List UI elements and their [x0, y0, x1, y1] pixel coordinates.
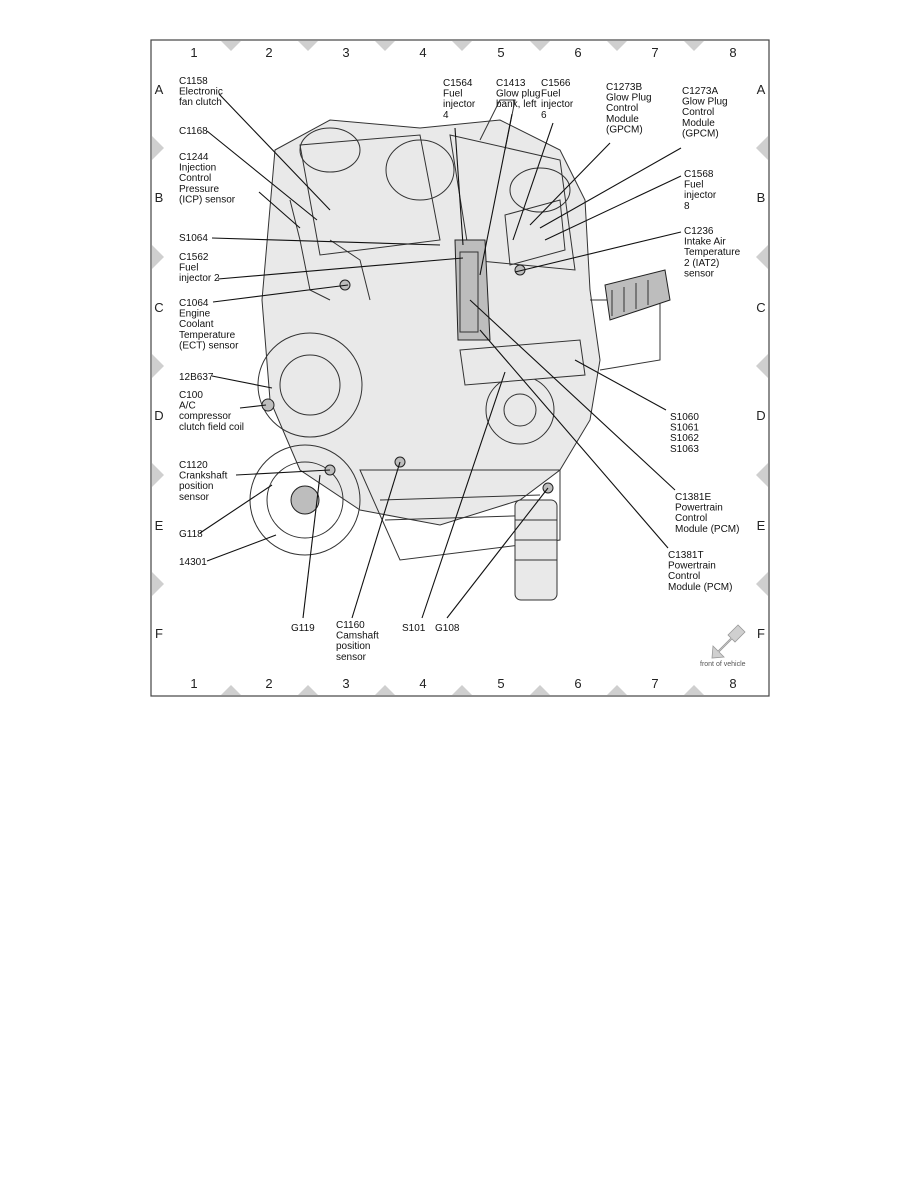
callout-line: sensor	[684, 268, 715, 280]
callout-line: C1158	[179, 76, 208, 87]
callout-line: C1273A	[682, 86, 719, 97]
callout-line: G108	[435, 623, 460, 634]
callout-line: Fuel	[179, 262, 199, 274]
callout-line: 2 (IAT2)	[684, 257, 720, 269]
callout-line: Powertrain	[675, 502, 723, 514]
callout-line: injector	[541, 99, 574, 111]
callout-line: Fuel	[443, 88, 463, 100]
callout-line: (GPCM)	[606, 124, 643, 136]
callout-line: Module (PCM)	[668, 581, 733, 593]
callout-line: (GPCM)	[682, 128, 719, 140]
callout-line: injector 2	[179, 273, 220, 285]
callout-line: Control	[179, 173, 212, 185]
callout-line: 4	[443, 109, 449, 121]
grid-row-left-D: D	[154, 408, 164, 423]
callout-line: G118	[179, 529, 203, 540]
callout-line: C1564	[443, 78, 473, 89]
grid-row-left-B: B	[154, 190, 164, 205]
callout-line: Electronic	[179, 86, 223, 98]
callout-line: clutch field coil	[179, 421, 245, 433]
callout-line: S1060	[670, 412, 699, 423]
callout-line: Pressure	[179, 183, 220, 195]
callout-line: Crankshaft	[179, 470, 228, 482]
callout-s1060	[670, 412, 699, 455]
grid-column-bottom-8: 8	[729, 676, 737, 691]
callout-line: 12B637	[179, 372, 214, 383]
callout-line: S1062	[670, 433, 699, 445]
callout-line: C1168	[179, 126, 208, 137]
callout-line: 8	[684, 200, 690, 212]
callout-line: Temperature	[179, 329, 236, 341]
callout-line: position	[336, 641, 371, 653]
callout-line: Glow Plug	[682, 96, 728, 108]
callout-line: Glow plug	[496, 88, 541, 100]
callout-line: Glow Plug	[606, 92, 652, 104]
grid-column-bottom-5: 5	[497, 676, 505, 691]
callout-line: Injection	[179, 162, 217, 174]
callout-line: C1064	[179, 298, 209, 309]
callout-line: S1063	[670, 443, 699, 455]
callout-s101	[402, 623, 426, 634]
callout-line: S1064	[179, 233, 208, 244]
grid-row-right-B: B	[756, 190, 766, 205]
callout-line: Engine	[179, 308, 211, 320]
callout-line: 14301	[179, 557, 207, 568]
grid-row-right-C: C	[756, 300, 766, 315]
grid-row-left-A: A	[154, 82, 164, 97]
callout-line: S101	[402, 623, 426, 634]
grid-column-bottom-2: 2	[265, 676, 273, 691]
callout-line: C1413	[496, 78, 526, 89]
callout-line: C1244	[179, 152, 209, 163]
callout-s1064	[179, 233, 208, 244]
callout-line: bank, left	[496, 99, 537, 111]
callout-line: (ICP) sensor	[179, 194, 236, 206]
callout-line: G119	[291, 623, 315, 634]
grid-column-bottom-7: 7	[651, 676, 659, 691]
callout-line: C1160	[336, 620, 365, 631]
callout-line: C1381E	[675, 492, 712, 503]
grid-row-left-F: F	[155, 626, 163, 641]
callout-line: C1562	[179, 252, 209, 263]
callout-line: C1381T	[668, 550, 704, 561]
callout-line: A/C	[179, 400, 196, 412]
grid-column-bottom-1: 1	[190, 676, 198, 691]
callout-g119	[291, 623, 315, 634]
callout-line: C1120	[179, 460, 208, 471]
callout-b14301	[179, 557, 207, 568]
callout-line: C1566	[541, 78, 571, 89]
grid-column-top-5: 5	[497, 45, 505, 60]
callout-line: Fuel	[684, 179, 704, 191]
grid-column-bottom-6: 6	[574, 676, 582, 691]
grid-column-top-4: 4	[419, 45, 427, 60]
callout-line: injector	[684, 190, 717, 202]
callout-line: 6	[541, 109, 547, 121]
grid-row-left-E: E	[154, 518, 164, 533]
grid-column-bottom-3: 3	[342, 676, 350, 691]
callout-line: Temperature	[684, 247, 741, 259]
callout-line: C1568	[684, 169, 714, 180]
callout-line: fan clutch	[179, 97, 222, 109]
grid-row-left-C: C	[154, 300, 164, 315]
grid-column-top-8: 8	[729, 45, 737, 60]
callout-line: Control	[606, 103, 639, 115]
callout-c1168	[179, 126, 208, 137]
callout-line: C1273B	[606, 82, 643, 93]
callout-line: C1236	[684, 226, 714, 237]
callout-b12b637	[179, 372, 214, 383]
grid-row-right-E: E	[756, 518, 766, 533]
grid-column-top-3: 3	[342, 45, 350, 60]
callout-line: (ECT) sensor	[179, 340, 239, 352]
callout-line: Module	[682, 117, 715, 129]
grid-column-bottom-4: 4	[419, 676, 427, 691]
grid-column-top-2: 2	[265, 45, 273, 60]
callout-line: position	[179, 481, 214, 493]
callout-line: Control	[668, 571, 701, 583]
grid-column-top-6: 6	[574, 45, 582, 60]
callout-line: Coolant	[179, 319, 214, 331]
callout-line: compressor	[179, 411, 232, 423]
callout-line: S1061	[670, 422, 699, 434]
grid-row-right-A: A	[756, 82, 766, 97]
callout-line: Intake Air	[684, 236, 726, 248]
callout-line: injector	[443, 99, 476, 111]
callout-line: C100	[179, 390, 203, 401]
callout-line: Fuel	[541, 88, 561, 100]
callout-line: Control	[682, 107, 715, 119]
callout-line: Module (PCM)	[675, 523, 740, 535]
callout-line: Powertrain	[668, 560, 716, 572]
callout-g118	[179, 529, 203, 540]
grid-row-right-F: F	[757, 626, 765, 641]
front-of-vehicle-label: front of vehicle	[700, 661, 746, 668]
callout-line: Camshaft	[336, 630, 379, 642]
callout-g108	[435, 623, 460, 634]
grid-column-top-1: 1	[190, 45, 198, 60]
callout-line: Control	[675, 513, 708, 525]
callout-line: sensor	[336, 651, 367, 663]
grid-row-right-D: D	[756, 408, 766, 423]
callout-line: Module	[606, 113, 639, 125]
grid-column-top-7: 7	[651, 45, 659, 60]
callout-line: sensor	[179, 491, 210, 503]
